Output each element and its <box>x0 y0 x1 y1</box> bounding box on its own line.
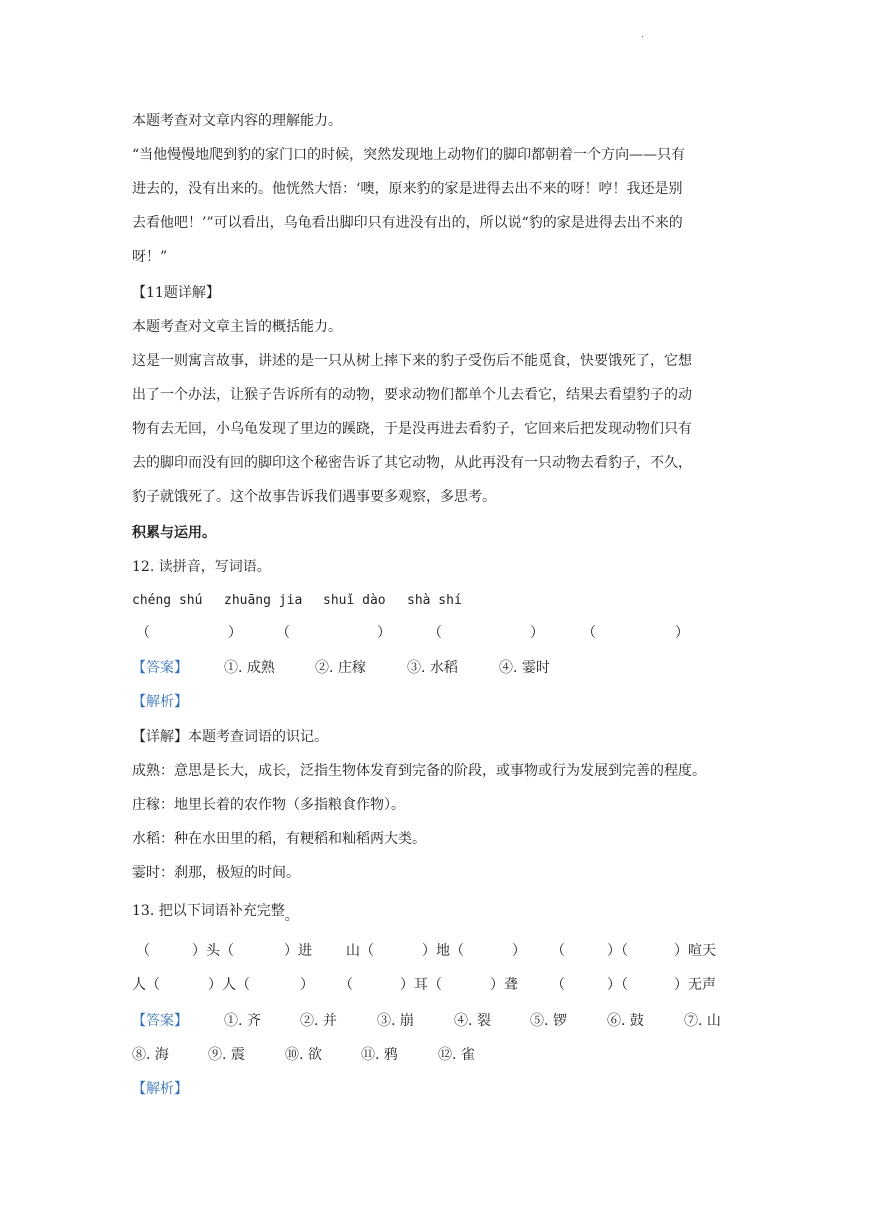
paragraph-line: 物有去无回，小乌龟发现了里边的蹊跷，于是没再进去看豹子，它回来后把发现动物们只有 <box>132 421 692 437</box>
fill-blank: ） <box>512 943 526 959</box>
paragraph: 本题考查对文章内容的理解能力。 <box>132 113 342 129</box>
blank-open: （ <box>582 625 596 641</box>
fill-blank: ）喧天 <box>674 943 716 959</box>
pinyin: zhuāng jia <box>224 593 303 608</box>
answer: ⑧. 海 <box>132 1047 169 1063</box>
blank-open: （ <box>136 625 150 641</box>
section-title: 积累与运用。 <box>132 525 216 541</box>
header-dot: . <box>641 30 644 40</box>
pinyin: chéng shú <box>132 593 203 608</box>
fill-blank: ）（ <box>607 977 628 993</box>
answer: ⑪. 鸦 <box>361 1047 398 1063</box>
answer: ⑦. 山 <box>684 1013 721 1029</box>
blank-open: （ <box>428 625 442 641</box>
answer: ②. 庄稼 <box>315 660 366 676</box>
fill-blank: ） <box>300 977 314 993</box>
blank-close: ） <box>377 625 391 641</box>
blank-close: ） <box>530 625 544 641</box>
answer: ④. 裂 <box>454 1013 491 1029</box>
fill-blank: ）进 <box>284 943 312 959</box>
answer: ⑩. 欲 <box>285 1047 322 1063</box>
paragraph: 本题考查对文章主旨的概括能力。 <box>132 319 342 335</box>
q13-question-text: 13. 把以下词语补充完整 <box>132 903 285 919</box>
definition: 成熟：意思是长大，成长，泛指生物体发育到完备的阶段，或事物或行为发展到完善的程度。 <box>132 763 706 779</box>
answer: ③. 水稻 <box>407 660 458 676</box>
paragraph-line: 进去的，没有出来的。他恍然大悟：‘噢，原来豹的家是进得去出不来的呀！哼！我还是别 <box>132 181 683 197</box>
paragraph-line: 去的脚印而没有回的脚印这个秘密告诉了其它动物，从此再没有一只动物去看豹子，不久， <box>132 455 692 471</box>
definition: 水稻：种在水田里的稻，有粳稻和籼稻两大类。 <box>132 831 426 847</box>
definition: 霎时：刹那，极短的时间。 <box>132 865 300 881</box>
q13-question <box>132 902 752 924</box>
answer: ①. 齐 <box>224 1013 261 1029</box>
answer: ⑨. 震 <box>208 1047 245 1063</box>
answer: ⑤. 锣 <box>530 1013 567 1029</box>
blank-close: ） <box>228 625 242 641</box>
fill-blank: ）头（ <box>192 943 234 959</box>
fill-blank: ）（ <box>607 943 628 959</box>
answer-label: 【答案】 <box>132 1013 188 1029</box>
blank-open: （ <box>276 625 290 641</box>
answer-label: 【答案】 <box>132 660 188 676</box>
fill-blank: ）无声 <box>674 977 716 993</box>
q13-question-end: 。 <box>284 908 299 924</box>
paragraph-line: 豹子就饿死了。这个故事告诉我们遇事要多观察，多思考。 <box>132 489 496 505</box>
paragraph-line: 这是一则寓言故事，讲述的是一只从树上摔下来的豹子受伤后不能觅食，快要饿死了，它想 <box>132 353 692 369</box>
answer: ④. 霎时 <box>499 660 550 676</box>
fill-blank: ）地（ <box>422 943 464 959</box>
fill-blank: ）聋 <box>490 977 518 993</box>
q11-heading: 【11题详解】 <box>132 285 220 301</box>
detail-line: 【详解】本题考查词语的识记。 <box>132 729 328 745</box>
pinyin: shà shí <box>407 593 462 608</box>
fill-blank: 人（ <box>132 977 160 993</box>
q12-question: 12. 读拼音，写词语。 <box>132 559 271 575</box>
paragraph-line: 去看他吧！’”可以看出，乌龟看出脚印只有进没有出的，所以说“豹的家是进得去出不来的 <box>132 215 683 231</box>
analysis-label: 【解析】 <box>132 1081 188 1097</box>
blank-close: ） <box>675 625 689 641</box>
answer: ①. 成熟 <box>224 660 275 676</box>
pinyin: shuǐ dào <box>323 593 386 608</box>
definition: 庄稼：地里长着的农作物（多指粮食作物）。 <box>132 797 405 813</box>
paragraph-line: 出了一个办法，让猴子告诉所有的动物，要求动物们都单个儿去看它，结果去看望豹子的动 <box>132 387 692 403</box>
answer: ⑥. 鼓 <box>607 1013 644 1029</box>
paragraph-line: 呀！” <box>132 249 168 265</box>
answer: ②. 并 <box>300 1013 337 1029</box>
fill-blank: ）人（ <box>208 977 250 993</box>
answer: ⑫. 雀 <box>438 1047 475 1063</box>
paragraph-line: “当他慢慢地爬到豹的家门口的时候，突然发现地上动物们的脚印都朝着一个方向——只有 <box>132 147 686 163</box>
fill-blank: ）耳（ <box>400 977 442 993</box>
fill-blank: （ <box>339 977 353 993</box>
fill-blank: 山（ <box>346 943 374 959</box>
fill-blank: （ <box>551 943 565 959</box>
answer: ③. 崩 <box>377 1013 414 1029</box>
fill-blank: （ <box>136 943 150 959</box>
analysis-label: 【解析】 <box>132 694 188 710</box>
fill-blank: （ <box>551 977 565 993</box>
